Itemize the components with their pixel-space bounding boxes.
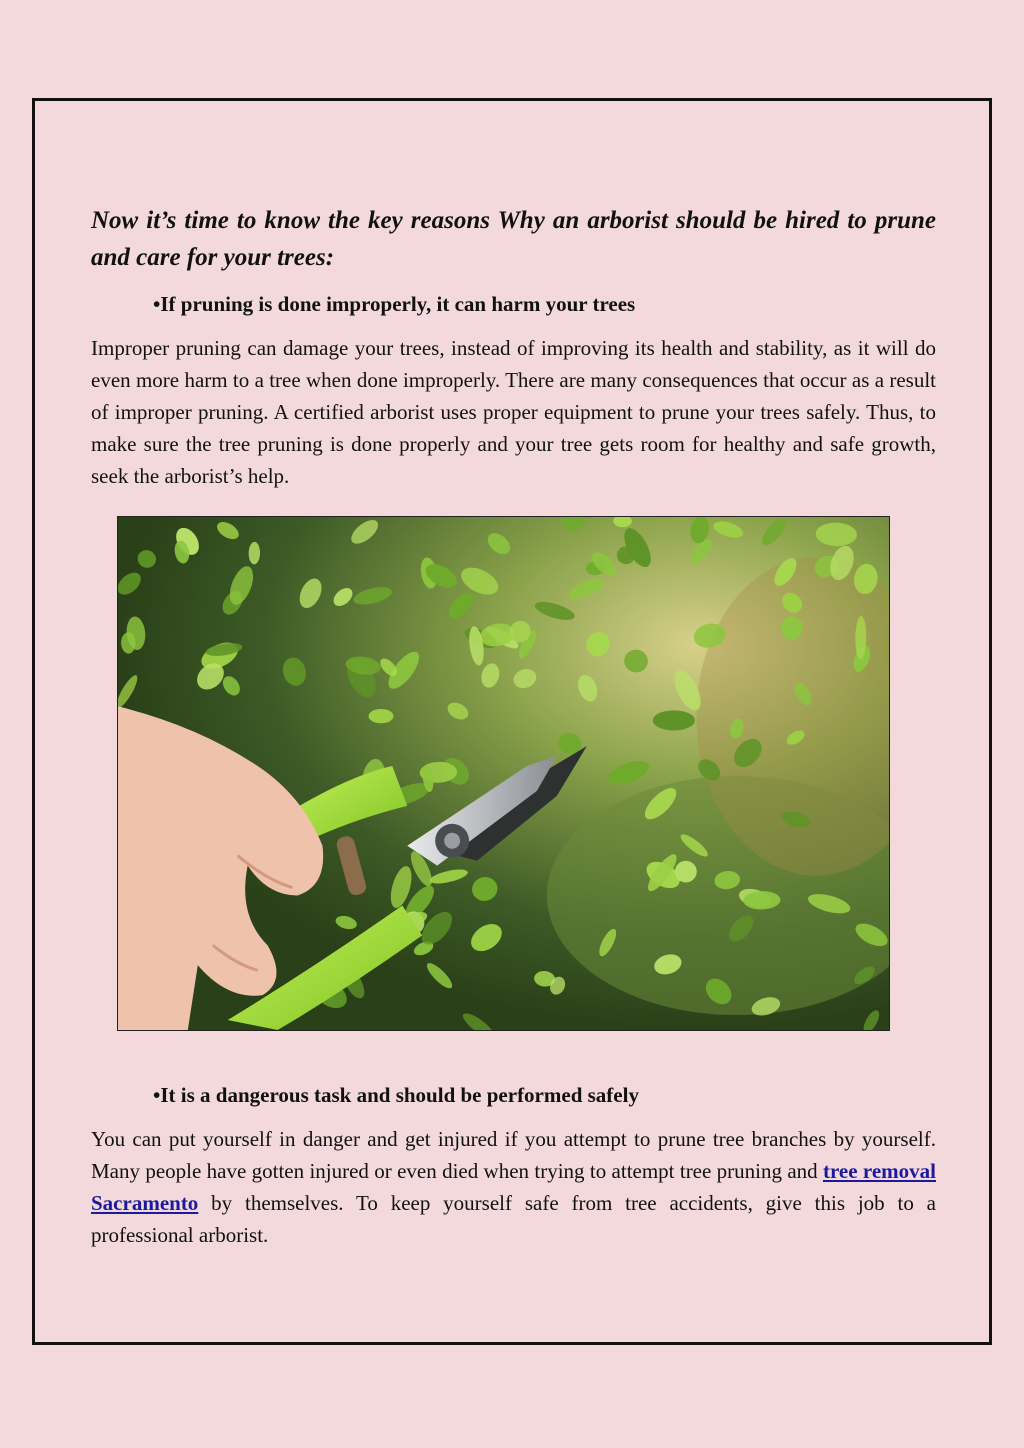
leaf — [369, 709, 394, 723]
leaf — [653, 710, 695, 730]
bullet-heading-improper-pruning: •If pruning is done improperly, it can harm your trees — [153, 292, 636, 316]
page-heading: Now it’s time to know the key reasons Why an arborist should be hired to prune and care for your trees: — [91, 207, 936, 271]
tree-removal-sacramento-link[interactable]: tree removal Sacramento — [91, 1159, 936, 1215]
leaf — [617, 764, 638, 774]
paragraph-text-before-link: You can put yourself in danger and get injured if you attempt to prune tree branches by yourself. Many people have gotten injured or even died when trying to attempt tree pruning and — [91, 1127, 936, 1183]
bullet-heading-dangerous-task: •It is a dangerous task and should be performed safely — [153, 1083, 639, 1107]
paragraph-improper-pruning: Improper pruning can damage your trees, instead of improving its health and stability, as it will do even more harm to a tree when done improperly. There are many consequences that occur as a result of improper pruning. A certified arborist uses proper equipment to prune your trees safely. Thus, to make sure the tree pruning is done properly and your tree gets room for healthy and safe growth, seek the arborist’s help. — [91, 336, 936, 488]
pruning-shears-photo — [117, 516, 890, 1031]
paragraph-text-after-link: by themselves. To keep yourself safe from tree accidents, give this job to a professional arborist. — [91, 1191, 936, 1247]
paragraph-dangerous-task — [91, 1123, 936, 1251]
pruning-shears-illustration — [118, 517, 889, 1030]
